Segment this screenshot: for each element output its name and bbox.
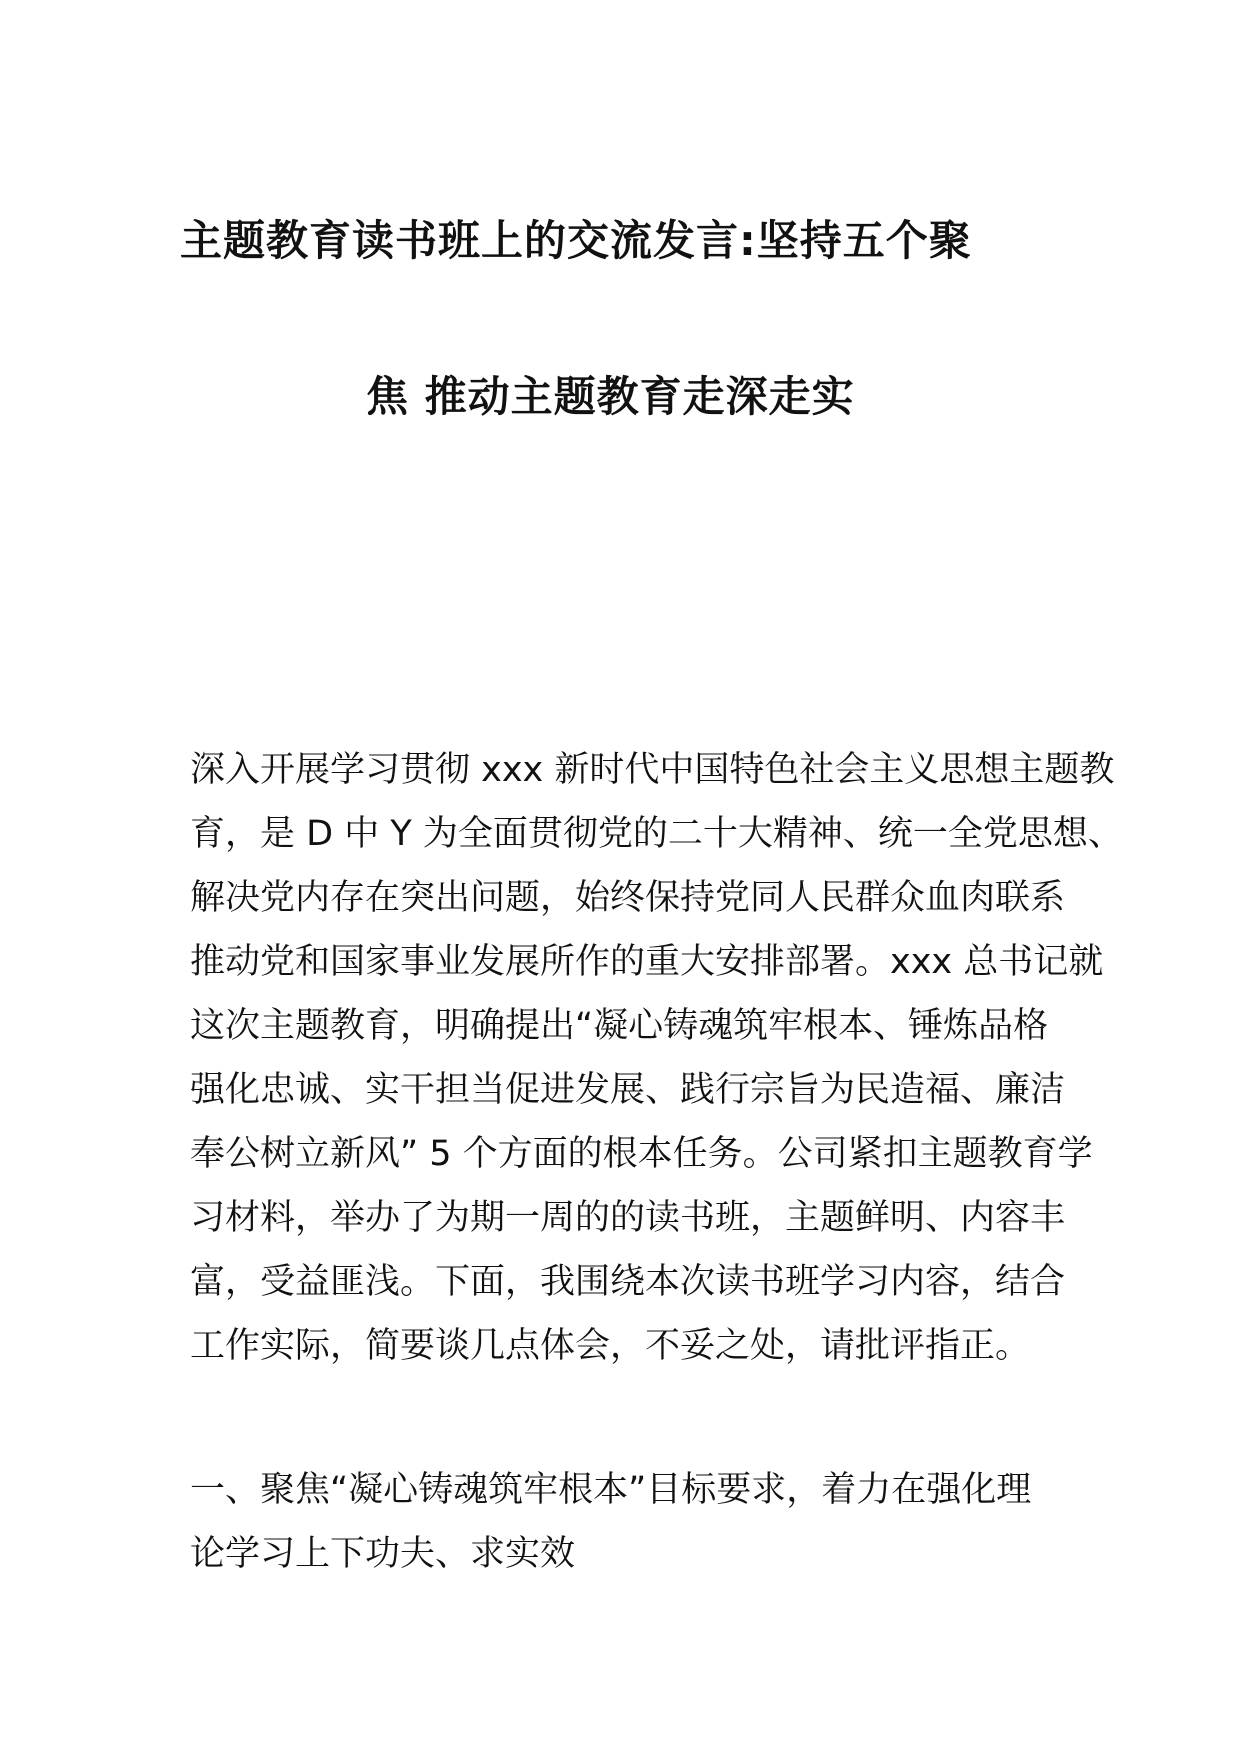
document-title-line-2: 焦 推动主题教育走深走实 (366, 372, 855, 421)
heading-line: 一、聚焦“凝心铸魂筑牢根本”目标要求，着力在强化理 (190, 1470, 1032, 1510)
paragraph-line: 推动党和国家事业发展所作的重大安排部署。xxx 总书记就 (190, 942, 1104, 982)
paragraph-line: 深入开展学习贯彻 xxx 新时代中国特色社会主义思想主题教 (190, 750, 1115, 790)
paragraph-line: 奉公树立新风” 5 个方面的根本任务。公司紧扣主题教育学 (190, 1134, 1093, 1174)
document-title-line-1: 主题教育读书班上的交流发言:坚持五个聚 (180, 216, 972, 265)
paragraph-line: 解决党内存在突出问题，始终保持党同人民群众血肉联系 (190, 878, 1066, 918)
paragraph-line: 育，是 D 中 Y 为全面贯彻党的二十大精神、统一全党思想、 (190, 814, 1123, 854)
paragraph-line: 习材料，举办了为期一周的的读书班，主题鲜明、内容丰 (190, 1198, 1066, 1238)
paragraph-line: 工作实际，简要谈几点体会，不妥之处，请批评指正。 (190, 1326, 1031, 1366)
paragraph-line: 强化忠诚、实干担当促进发展、践行宗旨为民造福、廉洁 (190, 1070, 1066, 1110)
intro-paragraph (190, 738, 1123, 1378)
paragraph-line: 这次主题教育，明确提出“凝心铸魂筑牢根本、锤炼品格 (190, 1006, 1049, 1046)
paragraph-line: 富，受益匪浅。下面，我围绕本次读书班学习内容，结合 (190, 1262, 1066, 1302)
heading-line: 论学习上下功夫、求实效 (190, 1534, 576, 1574)
section-heading-1 (190, 1458, 1060, 1586)
